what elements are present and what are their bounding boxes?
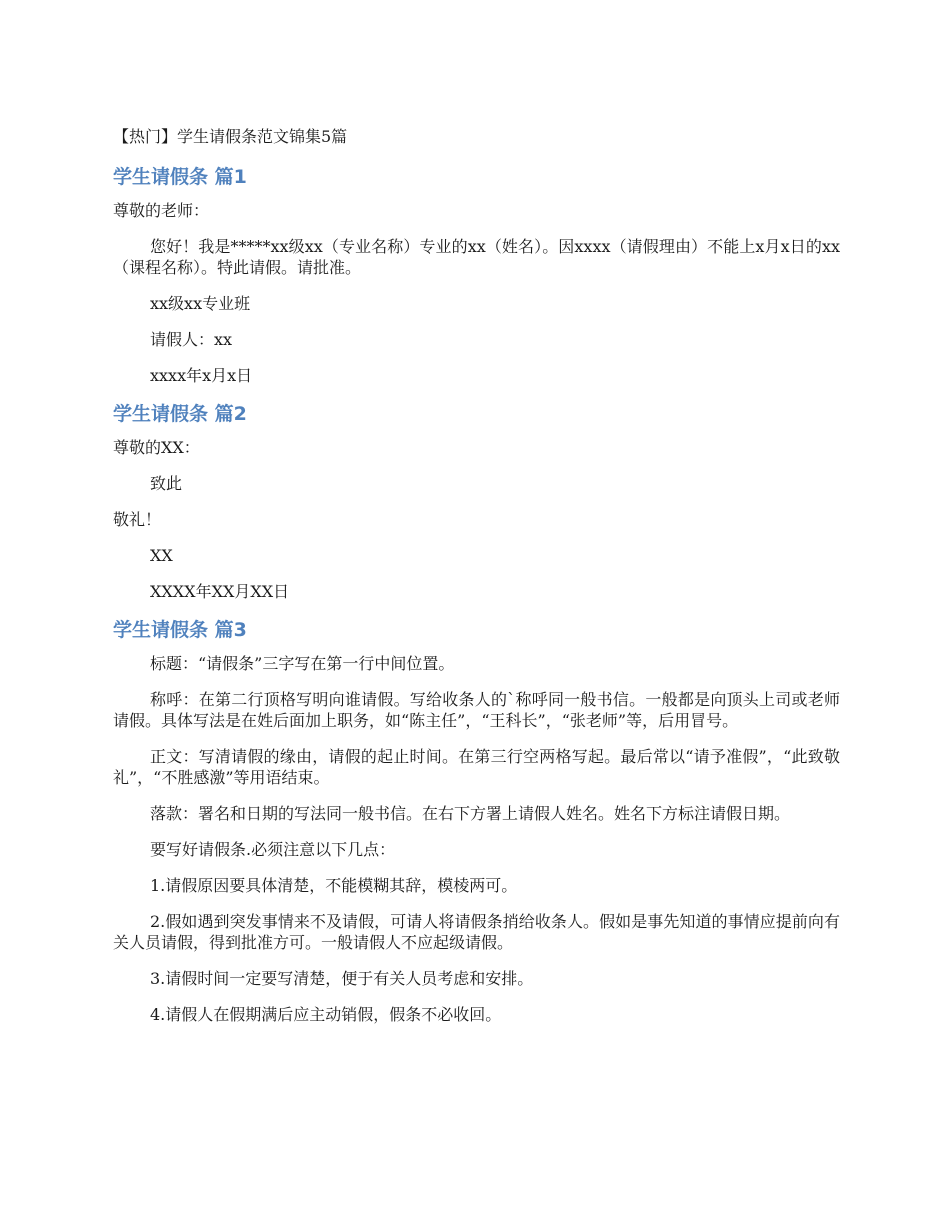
paragraph: 落款：署名和日期的写法同一般书信。在右下方署上请假人姓名。姓名下方标注请假日期。 [150, 804, 791, 823]
paragraph: 请假人：xx [150, 330, 233, 349]
paragraph: xxxx年x月x日 [150, 366, 253, 385]
section-2 [113, 401, 840, 602]
paragraph: 称呼：在第二行顶格写明向谁请假。写给收条人的`称呼同一般书信。一般都是向顶头上司或老师请假。具体写法是在姓后面加上职务，如“陈主任”，“王科长”，“张老师”等，后用冒号。 [113, 690, 840, 730]
paragraph: 要写好请假条.必须注意以下几点： [150, 840, 396, 859]
paragraph: 1.请假原因要具体清楚，不能模糊其辞，模棱两可。 [150, 876, 518, 895]
paragraph: 正文：写清请假的缘由，请假的起止时间。在第三行空两格写起。最后常以“请予准假”，“此致敬礼”，“不胜感激”等用语结束。 [113, 747, 840, 787]
document-title: 【热门】学生请假条范文锦集5篇 [113, 127, 348, 146]
section-3 [113, 617, 840, 1025]
section-heading: 学生请假条 篇2 [113, 403, 247, 425]
paragraph: XXXX年XX月XX日 [150, 582, 290, 601]
paragraph: 尊敬的老师： [113, 201, 210, 220]
section-1 [113, 164, 840, 386]
paragraph: 4.请假人在假期满后应主动销假，假条不必收回。 [150, 1005, 502, 1024]
paragraph: 尊敬的XX： [113, 438, 200, 457]
paragraph: 3.请假时间一定要写清楚，便于有关人员考虑和安排。 [150, 969, 534, 988]
paragraph: 敬礼！ [113, 510, 162, 529]
section-heading: 学生请假条 篇3 [113, 619, 247, 641]
paragraph: xx级xx专业班 [150, 294, 251, 313]
document-page [113, 126, 840, 1040]
paragraph: 标题：“请假条”三字写在第一行中间位置。 [150, 654, 455, 673]
paragraph: 您好！我是*****xx级xx（专业名称）专业的xx（姓名）。因xxxx（请假理由）不能上x月x日的xx（课程名称）。特此请假。请批准。 [113, 237, 840, 277]
paragraph: 致此 [150, 474, 183, 493]
paragraph: XX [150, 546, 173, 565]
paragraph: 2.假如遇到突发事情来不及请假，可请人将请假条捎给收条人。假如是事先知道的事情应提前向有关人员请假，得到批准方可。一般请假人不应起级请假。 [113, 912, 840, 952]
section-heading: 学生请假条 篇1 [113, 166, 247, 188]
